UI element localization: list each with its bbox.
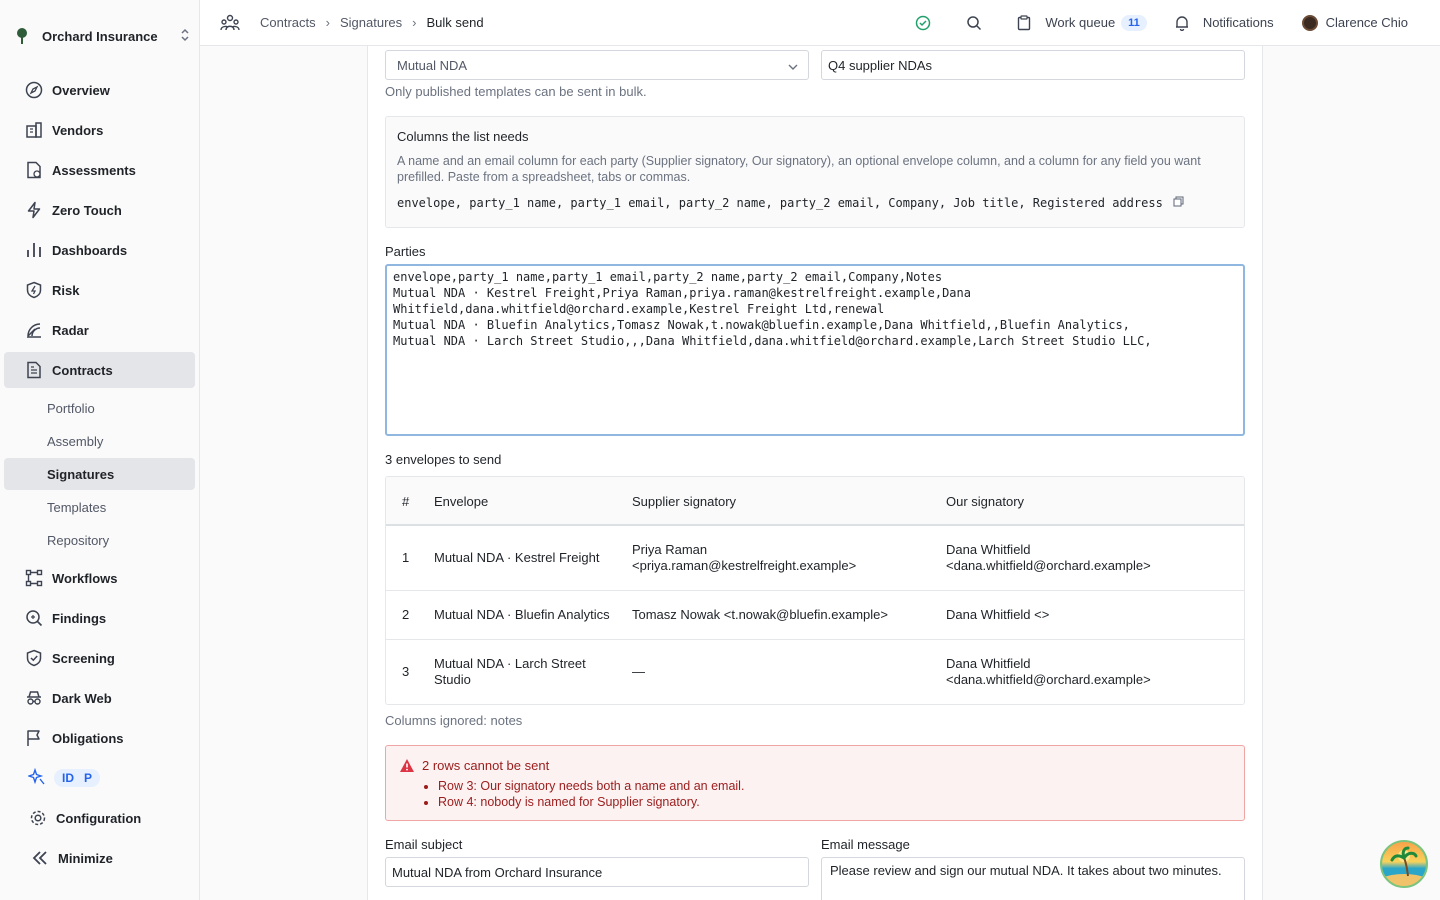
columns-description: A name and an email column for each party (Supplier signatory, Our signatory), an optional envelope column, and a column for any field you want prefilled. Paste from a spreadsheet, tabs or commas.	[397, 154, 1201, 184]
breadcrumb-signatures[interactable]: Signatures	[339, 15, 403, 30]
email-subject-label: Email subject	[385, 837, 463, 852]
sidebar-item-radar[interactable]	[4, 312, 195, 348]
sidebar-item-label: Findings	[52, 610, 107, 626]
sidebar-item-label: Minimize	[58, 850, 113, 866]
error-title: 2 rows cannot be sent	[422, 758, 550, 773]
bell-icon	[1175, 15, 1196, 31]
compass-icon	[24, 80, 44, 100]
sidebar-item-contracts[interactable]	[4, 352, 195, 388]
building-icon	[24, 120, 44, 140]
template-hint: Only published templates can be sent in bulk.	[385, 84, 647, 99]
breadcrumb	[260, 15, 484, 30]
assistant-avatar-button[interactable]	[1380, 840, 1428, 888]
sidebar-item-label: Assessments	[52, 162, 136, 178]
envelopes-table	[385, 476, 1245, 705]
clipboard-icon	[1017, 15, 1038, 31]
bolt-icon	[24, 200, 44, 220]
parties-label: Parties	[385, 244, 426, 259]
cell-num: 3	[402, 664, 410, 679]
chevron-right-icon: ›	[412, 15, 417, 30]
id-badge-text: ID	[62, 771, 74, 785]
sidebar-item-label: Workflows	[52, 570, 118, 586]
sidebar-item-vendors[interactable]	[4, 112, 195, 148]
sidebar-item-zero-touch[interactable]	[4, 192, 195, 228]
cell-ours: Dana Whitfield <>	[946, 607, 1050, 622]
supplier-email: <priya.raman@kestrelfreight.example>	[632, 558, 857, 573]
email-message-input[interactable]	[821, 857, 1245, 900]
envelope-line: Mutual NDA · Larch Street	[434, 656, 586, 671]
sidebar-item-workflows[interactable]	[4, 560, 195, 596]
sidebar-item-label: Overview	[52, 82, 110, 98]
email-subject-input[interactable]	[385, 857, 809, 887]
topbar	[200, 0, 1440, 46]
sparkle-icon	[28, 768, 46, 789]
ignored-columns: Columns ignored: notes	[385, 713, 523, 728]
email-message-label: Email message	[821, 837, 910, 852]
org-switcher[interactable]	[12, 20, 190, 52]
id-row[interactable]	[4, 760, 195, 796]
sidebar-minimize-button[interactable]	[4, 840, 195, 876]
error-list	[438, 778, 744, 810]
parties-textarea[interactable]: envelope,party_1 name,party_1 email,party_2 name,party_2 email,Company,Notes Mutual NDA · Kestrel Freight,Priya Raman,priya.raman@kestrelfreight.example,Dana Whitfield,dana.whitfield@orchard.example,Kestrel Freight Ltd,renewal Mutual NDA · Bluefin Analytics,Tomasz Nowak,t.nowak@bluefin.example,Dana Whitfield,,Bluefin Analytics, Mutual NDA · Larch Street Studio,,,Dana Whitfield,dana.whitfield@orchard.example,Larch Street Studio LLC,	[385, 264, 1245, 436]
sidebar-item-label: Risk	[52, 282, 80, 298]
ours-email: <dana.whitfield@orchard.example>	[946, 558, 1151, 573]
ours-name: Dana Whitfield	[946, 656, 1031, 671]
work-queue-label: Work queue	[1045, 15, 1116, 30]
id-badge	[54, 769, 100, 787]
sidebar-subitem-repository[interactable]: Repository	[47, 532, 110, 548]
cell-supplier	[632, 542, 856, 574]
file-check-icon	[24, 160, 44, 180]
col-header-ours: Our signatory	[946, 494, 1025, 509]
sidebar-item-label: Dark Web	[52, 690, 112, 706]
sidebar-item-dashboards[interactable]	[4, 232, 195, 268]
shield-check-icon	[24, 648, 44, 668]
cell-num: 2	[402, 607, 410, 622]
sidebar-item-label: Dashboards	[52, 242, 128, 258]
sidebar-subitem-templates[interactable]: Templates	[47, 499, 107, 515]
breadcrumb-contracts[interactable]: Contracts	[260, 15, 316, 30]
ours-email: <dana.whitfield@orchard.example>	[946, 672, 1151, 687]
sidebar-subitem-portfolio[interactable]: Portfolio	[47, 400, 95, 416]
sidebar-subitem-assembly[interactable]: Assembly	[47, 433, 104, 449]
col-header-envelope: Envelope	[434, 494, 489, 509]
col-header-num: #	[402, 494, 410, 509]
incognito-icon	[24, 688, 44, 708]
notifications-button[interactable]	[1175, 15, 1274, 31]
radar-icon	[24, 320, 44, 340]
org-name: Orchard Insurance	[42, 28, 158, 44]
bar-chart-icon	[24, 240, 44, 260]
sidebar-item-label: Contracts	[52, 362, 113, 378]
main-content	[200, 46, 1440, 900]
sidebar-item-configuration[interactable]	[4, 800, 195, 836]
cell-envelope	[434, 656, 586, 688]
work-queue-button[interactable]	[1017, 15, 1147, 31]
ours-name: Dana Whitfield	[946, 542, 1031, 557]
sidebar-item-label: Radar	[52, 322, 89, 338]
sidebar	[0, 0, 200, 900]
cell-supplier: Tomasz Nowak <t.nowak@bluefin.example>	[632, 607, 888, 622]
envelope-line: Studio	[434, 672, 471, 687]
col-header-supplier: Supplier signatory	[632, 494, 737, 509]
columns-title: Columns the list needs	[397, 129, 529, 144]
id-badge-glyph: P	[84, 771, 93, 785]
topbar-actions	[887, 15, 1408, 31]
cell-supplier: —	[632, 664, 645, 679]
sidebar-item-label: Vendors	[52, 122, 104, 138]
copy-icon[interactable]	[1173, 196, 1184, 210]
table-row	[386, 526, 1244, 591]
workflow-icon	[24, 568, 44, 588]
breadcrumb-current: Bulk send	[426, 15, 484, 30]
sidebar-nav	[4, 72, 195, 880]
table-row	[386, 591, 1244, 640]
search-doc-icon	[24, 608, 44, 628]
document-icon	[24, 360, 44, 380]
error-item: • Row 4: nobody is named for Supplier signatory.	[438, 794, 744, 810]
user-menu[interactable]	[1302, 15, 1408, 31]
cell-envelope: Mutual NDA · Kestrel Freight	[434, 550, 600, 565]
chevron-right-icon: ›	[325, 15, 330, 30]
error-callout	[385, 745, 1245, 821]
sidebar-item-label: Obligations	[52, 730, 124, 746]
sidebar-item-findings[interactable]	[4, 600, 195, 636]
work-queue-count: 11	[1121, 15, 1147, 31]
shield-icon	[24, 280, 44, 300]
envelopes-count: 3 envelopes to send	[385, 452, 502, 467]
notifications-label: Notifications	[1202, 15, 1274, 30]
sidebar-subitem-signatures[interactable]: Signatures	[4, 458, 195, 490]
batch-name-input[interactable]	[821, 50, 1245, 80]
sidebar-item-risk[interactable]	[4, 272, 195, 308]
sidebar-item-dark-web[interactable]	[4, 680, 195, 716]
people-icon	[220, 14, 240, 32]
bulk-send-form	[367, 46, 1263, 900]
columns-code-text: envelope, party_1 name, party_1 email, party_2 name, party_2 email, Company, Job title, Registered address	[397, 196, 1163, 210]
sidebar-item-label: Configuration	[56, 810, 142, 826]
beach-palm-icon	[1382, 842, 1426, 886]
cell-envelope: Mutual NDA · Bluefin Analytics	[434, 607, 610, 622]
template-select-value: Mutual NDA	[397, 57, 468, 73]
search-icon[interactable]	[966, 15, 989, 31]
warning-triangle-icon	[399, 758, 415, 776]
error-item: • Row 3: Our signatory needs both a name and an email.	[438, 778, 744, 794]
status-check-icon[interactable]	[915, 15, 938, 31]
chevron-down-icon	[788, 58, 798, 73]
supplier-name: Priya Raman	[632, 542, 708, 557]
sidebar-item-label: Zero Touch	[52, 202, 122, 218]
columns-info-box	[385, 116, 1245, 228]
table-row	[386, 640, 1244, 705]
gear-icon	[28, 808, 48, 828]
sidebar-item-obligations[interactable]	[4, 720, 195, 756]
cell-ours	[946, 656, 1151, 688]
flag-icon	[24, 728, 44, 748]
columns-code	[397, 196, 1184, 210]
table-header	[386, 477, 1244, 526]
sidebar-item-assessments[interactable]	[4, 152, 195, 188]
chevron-up-down-icon	[180, 28, 190, 45]
sidebar-item-screening[interactable]	[4, 640, 195, 676]
cell-ours	[946, 542, 1151, 574]
user-name: Clarence Chio	[1325, 15, 1408, 30]
avatar	[1302, 15, 1318, 31]
template-select[interactable]	[385, 50, 809, 80]
sidebar-item-overview[interactable]	[4, 72, 195, 108]
tree-logo-icon	[12, 26, 32, 46]
double-chevron-left-icon	[30, 848, 50, 868]
sidebar-item-label: Screening	[52, 650, 115, 666]
cell-num: 1	[402, 550, 410, 565]
